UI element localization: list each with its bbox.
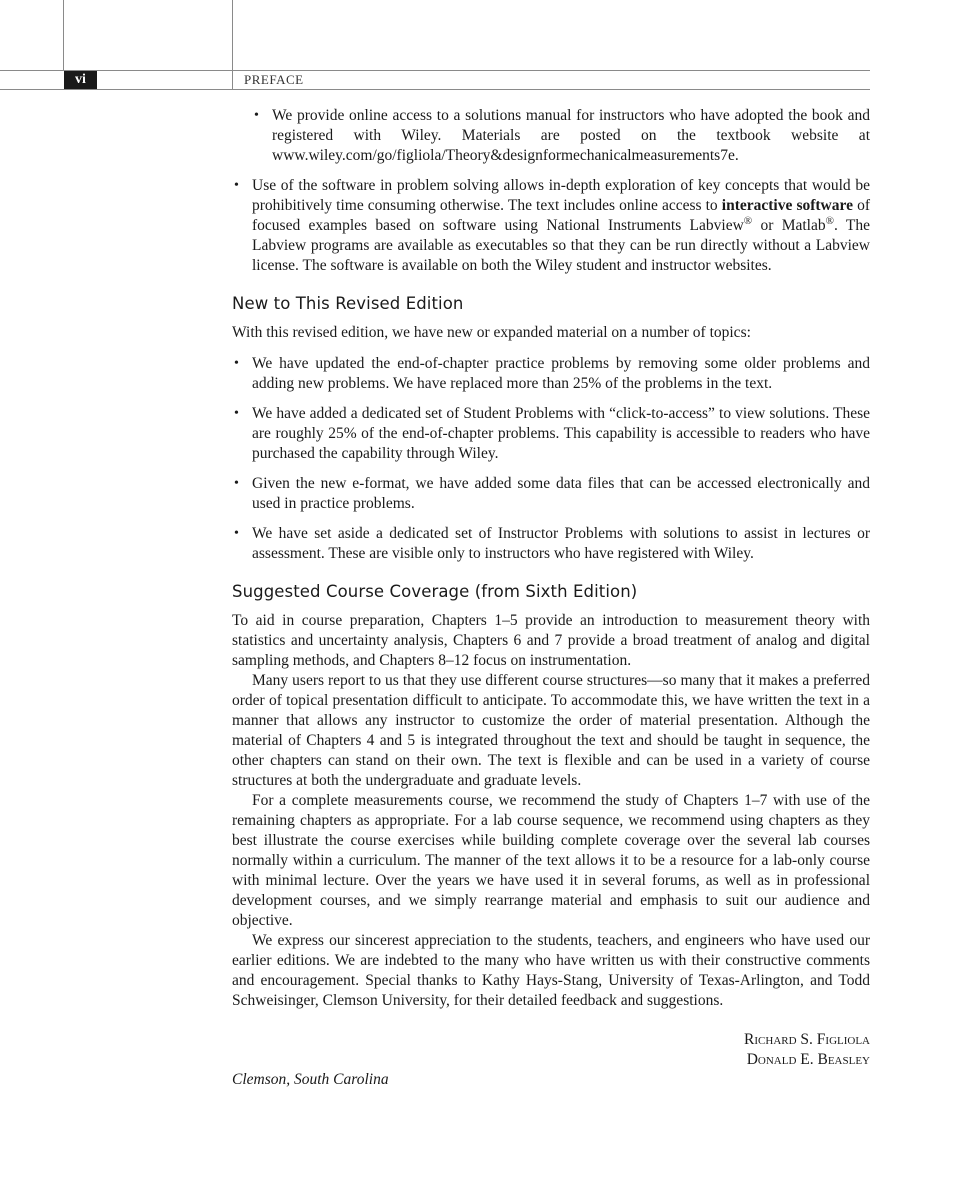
header-rule-top <box>0 70 870 71</box>
text: . The Labview programs are available as executables so that they can be run directly without a Labview license. The software is available on both the Wiley student and instructor websites. <box>252 217 870 274</box>
text: of focused examples based on software using National Instruments Labview <box>252 197 870 234</box>
list-item: • We have added a dedicated set of Student Problems with “click-to-access” to view solutions. These are roughly 25% of the end-of-chapter problems. This capability is accessible to readers who have purchased the capability through Wiley. <box>252 404 870 464</box>
margin-rule-right <box>232 0 233 89</box>
software-bullet-list <box>252 176 870 276</box>
paragraph: We express our sincerest appreciation to the students, teachers, and engineers who have used our earlier editions. We are indebted to the many who have written us with their constructive comments and encouragement. Special thanks to Kathy Hays-Stang, University of Texas-Arlington, and Todd Schweisinger, Clemson University, for their detailed feedback and suggestions. <box>232 932 870 1009</box>
page-body <box>232 106 870 1090</box>
list-item: • Given the new e-format, we have added some data files that can be accessed electronically and used in practice problems. <box>252 474 870 514</box>
paragraph: For a complete measurements course, we recommend the study of Chapters 1–7 with use of the remaining chapters as appropriate. For a lab course sequence, we recommend using chapters as they best illustrate the course exercises while building complete coverage over the several lab courses normally within a curriculum. The manner of the text allows it to be a resource for a lab-only course with minimal lecture. Over the years we have used it in several forums, as well as in professional development courses, and we simply rearrange material and emphasis to suit our audience and objective. <box>232 792 870 929</box>
signature-location: Clemson, South Carolina <box>232 1071 389 1088</box>
author-name: Donald E. Beasley <box>746 1051 870 1068</box>
registered-mark: ® <box>743 214 753 227</box>
list-item: • We have set aside a dedicated set of Instructor Problems with solutions to assist in lectures or assessment. These are visible only to instructors who have registered with Wiley. <box>252 524 870 564</box>
list-item-software <box>252 176 870 276</box>
text: or Matlab <box>752 217 826 234</box>
margin-rule-left <box>63 0 64 71</box>
author-signature <box>232 1030 870 1070</box>
page-number: vi <box>64 71 97 89</box>
bold-term: interactive software <box>721 197 853 214</box>
section-heading-revised: New to This Revised Edition <box>232 294 464 313</box>
paragraph: Many users report to us that they use different course structures—so many that it makes a preferred order of topical presentation difficult to anticipate. To accommodate this, we have written the text in a manner that allows any instructor to customize the order of material presentation. Although the material of Chapters 4 and 5 is integrated throughout the text and should be taught in sequence, the other chapters can stand on their own. The text is flexible and can be used in a variety of course structures at both the undergraduate and graduate levels. <box>232 672 870 789</box>
running-head: PREFACE <box>244 72 304 87</box>
revised-bullet-list <box>252 354 870 564</box>
continued-bullet-list <box>272 106 870 166</box>
section-intro: With this revised edition, we have new or expanded material on a number of topics: <box>232 324 751 341</box>
list-item: • We provide online access to a solutions manual for instructors who have adopted the book and registered with Wiley. Materials are posted on the textbook website at www.wiley.com/go/figliola/Theory&designformechanicalmeasurements7e. <box>272 106 870 166</box>
header-rule-bottom <box>0 89 870 90</box>
author-name: Richard S. Figliola <box>744 1031 870 1048</box>
paragraph: To aid in course preparation, Chapters 1–5 provide an introduction to measurement theory with statistics and uncertainty analysis, Chapters 6 and 7 provide a broad treatment of analog and digital sampling methods, and Chapters 8–12 focus on instrumentation. <box>232 612 870 669</box>
section-heading-coverage: Suggested Course Coverage (from Sixth Edition) <box>232 582 638 601</box>
text: Use of the software in problem solving allows in-depth exploration of key concepts that would be prohibitively time consuming otherwise. The text includes online access to <box>252 177 870 214</box>
list-item: • We have updated the end-of-chapter practice problems by removing some older problems and adding new problems. We have replaced more than 25% of the problems in the text. <box>252 354 870 394</box>
registered-mark: ® <box>825 214 834 227</box>
